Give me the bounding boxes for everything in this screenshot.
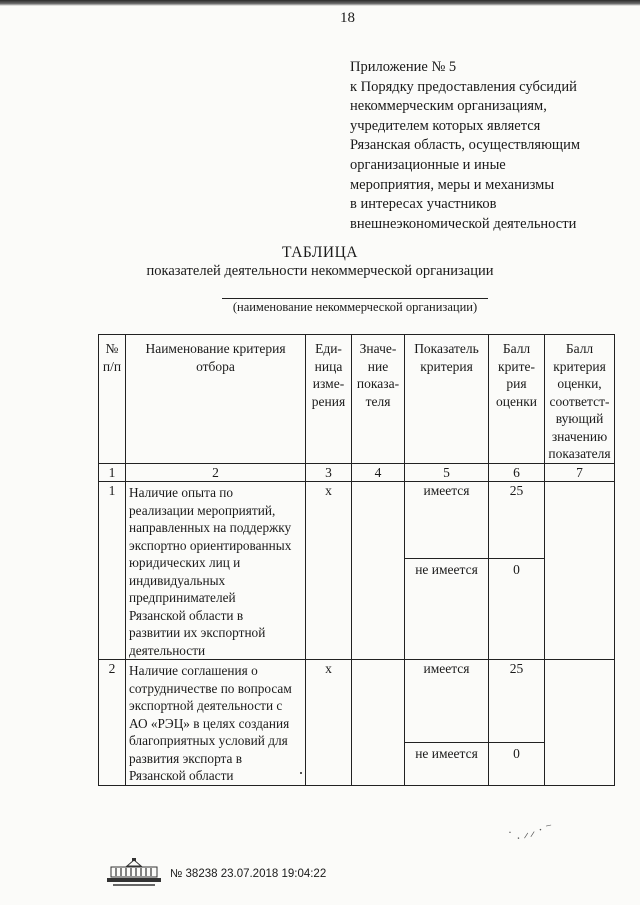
- document-registration-stamp: № 38238 23.07.2018 19:04:22: [170, 868, 327, 880]
- document-subtitle: показателей деятельности некоммерческой организации: [146, 263, 494, 279]
- score-yes: 25: [489, 660, 545, 743]
- criterion-name: Наличие соглашения о сотрудничестве по вопросам экспортной деятельности с АО «РЭЦ» в целях создания благоприятных условий для развития экспорта в Рязанской области: [126, 660, 306, 786]
- header-num: № п/п: [99, 335, 126, 464]
- score-yes: 25: [489, 482, 545, 559]
- appendix-line: некоммерческим организациям,: [350, 98, 547, 115]
- organization-name-caption: (наименование некоммерческой организации): [232, 300, 478, 314]
- header-score-match: Балл критерия оценки, соответст- вующий значению показателя: [545, 335, 615, 464]
- appendix-line: Рязанская область, осуществляющим: [350, 137, 581, 154]
- column-numbers-row: [99, 463, 615, 482]
- table-row: [99, 660, 615, 743]
- column-number: 1: [99, 463, 126, 482]
- page-number: 18: [340, 10, 355, 26]
- appendix-line: Приложение № 5: [350, 59, 457, 75]
- score-match-cell: [545, 482, 615, 660]
- header-score: Балл крите- рия оценки: [489, 335, 545, 464]
- appendix-line: к Порядку предоставления субсидий: [350, 78, 577, 95]
- appendix-line: внешнеэкономической деятельности: [350, 215, 577, 232]
- appendix-line: организационные и иные: [350, 156, 506, 173]
- header-name: Наименование критерия отбора: [126, 335, 306, 464]
- indicator-no: не имеется: [405, 743, 489, 786]
- score-no: 0: [489, 743, 545, 786]
- header-indicator: Показатель критерия: [405, 335, 489, 464]
- row-number: 2: [99, 660, 126, 786]
- indicator-no: не имеется: [405, 559, 489, 660]
- signature-marks: ˙ . ⸝⸝ · ⁻: [507, 819, 554, 844]
- header-unit: Еди- ница изме- рения: [306, 335, 352, 464]
- criteria-table: [98, 334, 615, 786]
- table-header-row: [99, 335, 615, 464]
- criterion-name: Наличие опыта по реализации мероприятий, направленных на поддержку экспортно ориентированных юридических лиц и индивидуальных предпринимателей Рязанской области в развитии их экспортной деятельности: [126, 482, 306, 660]
- value-cell: [352, 660, 405, 786]
- organization-name-line: [222, 298, 488, 299]
- score-no: 0: [489, 559, 545, 660]
- column-number: 3: [306, 463, 352, 482]
- registry-building-icon: [105, 858, 163, 888]
- table-row: [99, 482, 615, 559]
- column-number: 4: [352, 463, 405, 482]
- indicator-yes: имеется: [405, 482, 489, 559]
- scan-top-edge: [0, 0, 640, 6]
- appendix-line: в интересах участников: [350, 196, 497, 213]
- row-number: 1: [99, 482, 126, 660]
- appendix-line: мероприятия, меры и механизмы: [350, 176, 555, 193]
- score-match-cell: [545, 660, 615, 786]
- header-value: Значе- ние показа- теля: [352, 335, 405, 464]
- column-number: 5: [405, 463, 489, 482]
- column-number: 7: [545, 463, 615, 482]
- unit-cell: х: [306, 660, 352, 786]
- value-cell: [352, 482, 405, 660]
- document-title: ТАБЛИЦА: [282, 244, 358, 261]
- appendix-note: [350, 58, 630, 234]
- column-number: 2: [126, 463, 306, 482]
- appendix-line: учредителем которых является: [350, 117, 541, 134]
- column-number: 6: [489, 463, 545, 482]
- indicator-yes: имеется: [405, 660, 489, 743]
- unit-cell: х: [306, 482, 352, 660]
